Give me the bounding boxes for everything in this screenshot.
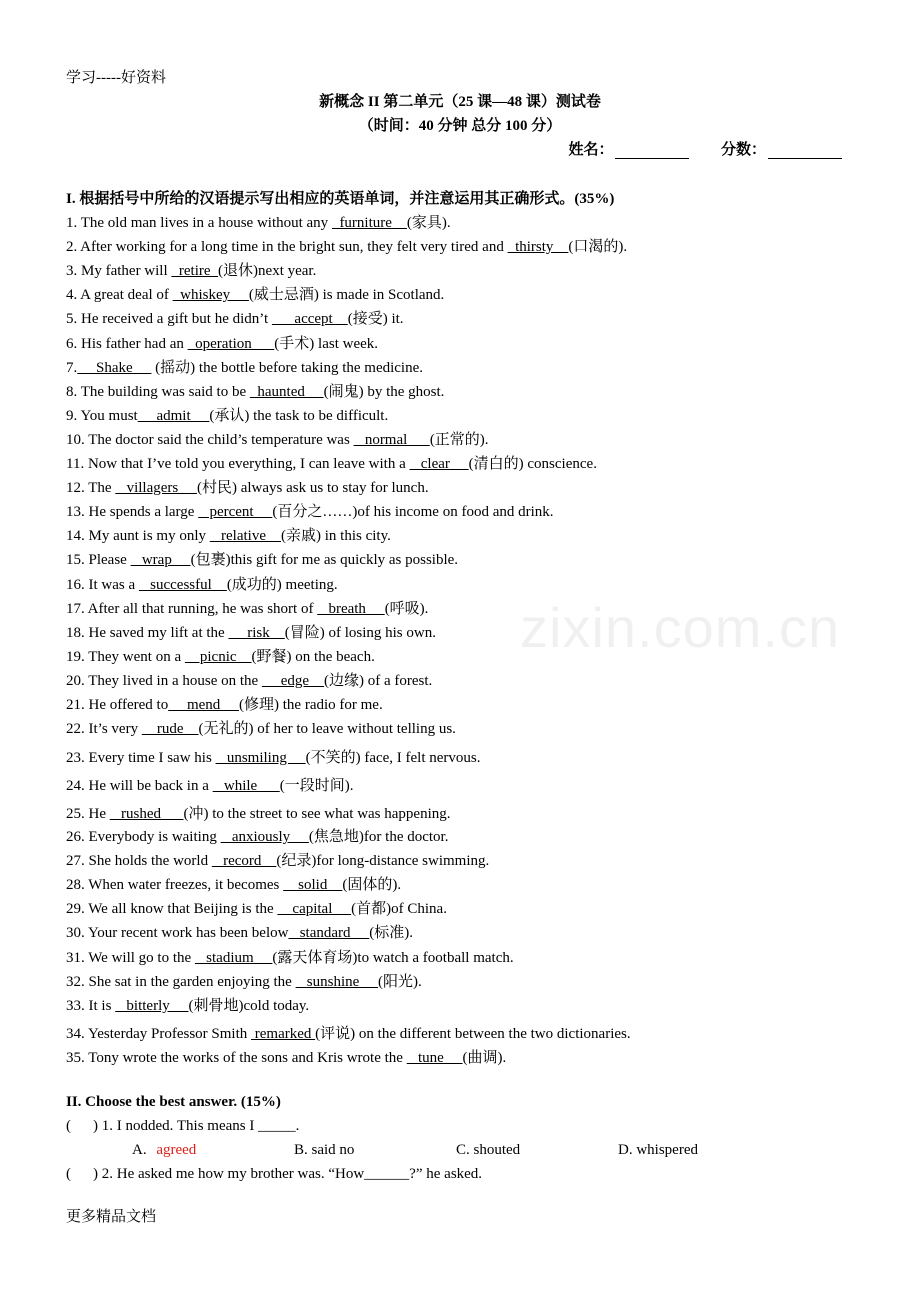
answer-blank[interactable]: normal xyxy=(353,432,430,448)
section-2-title: II. Choose the best answer. (15%) xyxy=(66,1094,281,1110)
question-hint: (刺骨地)cold today. xyxy=(188,998,310,1014)
question-line xyxy=(66,1046,506,1067)
question-line xyxy=(66,548,458,569)
question-line xyxy=(66,669,432,690)
question-hint: (闹鬼) by the ghost. xyxy=(323,384,445,400)
question-line xyxy=(66,500,554,521)
answer-blank[interactable]: while xyxy=(212,778,280,794)
question-line xyxy=(66,825,448,846)
question-hint: (家具). xyxy=(406,215,451,231)
question-text: 25. He xyxy=(66,806,110,822)
answer-blank[interactable]: rushed xyxy=(109,806,184,822)
answer-blank[interactable]: Shake xyxy=(77,360,152,376)
question-line xyxy=(66,849,489,870)
question-text: 26. Everybody is waiting xyxy=(66,829,221,845)
question-line xyxy=(66,946,514,967)
mc-question-text: 2. He asked me how my brother was. “How______?” he asked. xyxy=(101,1166,483,1182)
page-title: 新概念 II 第二单元（25 课—48 课）测试卷 xyxy=(319,94,601,110)
question-line xyxy=(66,428,489,449)
answer-blank[interactable]: remarked xyxy=(251,1026,316,1042)
question-text: 8. The building was said to be xyxy=(66,384,250,400)
choice-b[interactable]: B. said no xyxy=(294,1142,355,1158)
question-line xyxy=(66,873,401,894)
question-hint: (呼吸). xyxy=(384,601,429,617)
question-text: 4. A great deal of xyxy=(66,287,173,303)
question-hint: (纪录)for long-distance swimming. xyxy=(276,853,490,869)
question-hint: (阳光). xyxy=(378,974,422,990)
question-hint: (口渴的). xyxy=(568,239,628,255)
question-hint: (首都)of China. xyxy=(351,901,447,917)
score-label: 分数： xyxy=(720,142,766,158)
question-hint: (成功的) meeting. xyxy=(226,577,338,593)
mc-open-paren: ( xyxy=(66,1166,71,1182)
answer-blank[interactable]: unsmiling xyxy=(215,750,306,766)
choice-d[interactable]: D. whispered xyxy=(618,1142,698,1158)
question-text: 19. They went on a xyxy=(66,649,185,665)
question-text: 16. It was a xyxy=(66,577,139,593)
question-hint: (清白的) conscience. xyxy=(468,456,597,472)
question-line xyxy=(66,746,481,767)
mc-question-text: 1. I nodded. This means I _____. xyxy=(101,1118,300,1134)
question-text: 5. He received a gift but he didn’t xyxy=(66,311,272,327)
question-line xyxy=(66,1022,631,1043)
mc-question-1 xyxy=(66,1118,299,1135)
question-text: 10. The doctor said the child’s temperature was xyxy=(66,432,354,448)
mc-close-paren: ) xyxy=(93,1166,98,1182)
question-text: 3. My father will xyxy=(66,263,172,279)
question-text: 31. We will go to the xyxy=(66,950,195,966)
mc-question-2 xyxy=(66,1166,482,1183)
answer-blank[interactable]: sunshine xyxy=(295,974,379,990)
question-hint: (无礼的) of her to leave without telling us. xyxy=(198,721,456,737)
answer-blank[interactable]: tune xyxy=(406,1050,463,1066)
question-text: 9. You must xyxy=(66,408,138,424)
question-text: 21. He offered to xyxy=(66,697,169,713)
question-hint: (修理) the radio for me. xyxy=(239,697,383,713)
question-line xyxy=(66,307,404,328)
question-hint: (亲戚) in this city. xyxy=(281,528,391,544)
question-text: 28. When water freezes, it becomes xyxy=(66,877,284,893)
question-text: 13. He spends a large xyxy=(66,504,199,520)
answer-blank[interactable]: relative xyxy=(209,528,281,544)
question-text: 11. Now that I’ve told you everything, I can leave with a xyxy=(66,456,410,472)
question-line xyxy=(66,774,353,795)
question-text: 35. Tony wrote the works of the sons and Kris wrote the xyxy=(66,1050,407,1066)
question-text: 33. It is xyxy=(66,998,116,1014)
watermark: zixin.com.cn xyxy=(520,596,841,659)
question-line xyxy=(66,332,378,353)
question-hint: (标准). xyxy=(369,925,414,941)
answer-blank[interactable]: percent xyxy=(198,504,273,520)
footer-note: 更多精品文档 xyxy=(66,1209,157,1225)
question-hint: (焦急地)for the doctor. xyxy=(308,829,449,845)
answer-blank[interactable]: accept xyxy=(271,311,348,327)
header-note: 学习-----好资料 xyxy=(66,70,166,86)
question-hint: (承认) the task to be difficult. xyxy=(209,408,389,424)
question-line xyxy=(66,597,428,618)
answer-blank[interactable]: haunted xyxy=(249,384,324,400)
question-hint: (不笑的) face, I felt nervous. xyxy=(305,750,481,766)
question-line xyxy=(66,645,375,666)
answer-blank[interactable]: capital xyxy=(277,901,352,917)
name-score-line xyxy=(568,138,842,159)
question-line xyxy=(66,524,391,545)
answer-blank[interactable]: picnic xyxy=(184,649,252,665)
page-subtitle: （时间：40 分钟 总分 100 分） xyxy=(358,118,562,134)
answer-blank[interactable]: thirsty xyxy=(507,239,569,255)
question-hint: (村民) always ask us to stay for lunch. xyxy=(196,480,429,496)
question-text: 12. The xyxy=(66,480,116,496)
answer-blank[interactable]: solid xyxy=(283,877,343,893)
name-field[interactable] xyxy=(615,142,689,159)
answer-blank[interactable]: wrap xyxy=(130,552,191,568)
answer-blank[interactable]: furniture xyxy=(331,215,407,231)
question-text: 2. After working for a long time in the bright sun, they felt very tired and xyxy=(66,239,508,255)
question-line xyxy=(66,897,447,918)
question-line xyxy=(66,235,627,256)
question-hint: (手术) last week. xyxy=(274,336,379,352)
answer-blank[interactable]: anxiously xyxy=(220,829,309,845)
answer-blank[interactable]: villagers xyxy=(115,480,197,496)
question-hint: (曲调). xyxy=(462,1050,507,1066)
answer-blank[interactable]: standard xyxy=(288,925,370,941)
question-line xyxy=(66,970,422,991)
question-text: 1. The old man lives in a house without any xyxy=(66,215,332,231)
mc-open-paren: ( xyxy=(66,1118,71,1134)
question-hint: (固体的). xyxy=(342,877,402,893)
question-line xyxy=(66,380,444,401)
answer-blank[interactable]: successful xyxy=(138,577,227,593)
question-text: 18. He saved my lift at the xyxy=(66,625,229,641)
question-line xyxy=(66,259,316,280)
answer-blank[interactable]: edge xyxy=(261,673,325,689)
question-hint: (包裹)this gift for me as quickly as possible. xyxy=(190,552,459,568)
question-text: 6. His father had an xyxy=(66,336,188,352)
question-text: 20. They lived in a house on the xyxy=(66,673,262,689)
question-hint: (摇动) the bottle before taking the medicine. xyxy=(151,360,423,376)
question-text: 23. Every time I saw his xyxy=(66,750,216,766)
question-text: 32. She sat in the garden enjoying the xyxy=(66,974,296,990)
question-hint: (正常的). xyxy=(429,432,489,448)
question-text: 24. He will be back in a xyxy=(66,778,213,794)
score-field[interactable] xyxy=(768,142,842,159)
question-hint: (接受) it. xyxy=(347,311,404,327)
question-text: 14. My aunt is my only xyxy=(66,528,210,544)
question-hint: (冲) to the street to see what was happening. xyxy=(183,806,451,822)
question-hint: (退休)next year. xyxy=(218,263,317,279)
question-hint: (边缘) of a forest. xyxy=(324,673,433,689)
question-line xyxy=(66,994,309,1015)
question-line xyxy=(66,211,451,232)
question-line xyxy=(66,283,444,304)
question-hint: (露天体育场)to watch a football match. xyxy=(272,950,514,966)
question-hint: (冒险) of losing his own. xyxy=(284,625,436,641)
question-line xyxy=(66,573,338,594)
question-text: 15. Please xyxy=(66,552,131,568)
choice-a-text: agreed xyxy=(156,1142,197,1158)
name-label: 姓名： xyxy=(568,142,614,158)
answer-blank[interactable]: rude xyxy=(141,721,199,737)
answer-blank[interactable]: operation xyxy=(187,336,275,352)
question-hint: (一段时间). xyxy=(279,778,354,794)
section-1-title: I. 根据括号中所给的汉语提示写出相应的英语单词，并注意运用其正确形式。(35%) xyxy=(66,191,615,207)
answer-blank[interactable]: admit xyxy=(137,408,210,424)
question-text: 30. Your recent work has been below xyxy=(66,925,289,941)
question-hint: (百分之……)of his income on food and drink. xyxy=(272,504,554,520)
answer-blank[interactable]: risk xyxy=(228,625,285,641)
question-text: 22. It’s very xyxy=(66,721,142,737)
choice-c[interactable]: C. shouted xyxy=(456,1142,521,1158)
answer-blank[interactable]: whiskey xyxy=(172,287,249,303)
answer-blank[interactable]: breath xyxy=(317,601,385,617)
answer-blank[interactable]: record xyxy=(211,853,277,869)
question-line xyxy=(66,621,436,642)
question-text: 29. We all know that Beijing is the xyxy=(66,901,278,917)
answer-blank[interactable]: retire xyxy=(171,263,219,279)
question-line xyxy=(66,476,429,497)
answer-blank[interactable]: stadium xyxy=(194,950,273,966)
question-hint: (威士忌酒) is made in Scotland. xyxy=(248,287,445,303)
question-line xyxy=(66,452,597,473)
question-line xyxy=(66,921,413,942)
question-hint: (野餐) on the beach. xyxy=(251,649,375,665)
question-text: 17. After all that running, he was short of xyxy=(66,601,318,617)
question-line xyxy=(66,356,423,377)
choice-a-label: A. xyxy=(132,1142,147,1158)
question-line xyxy=(66,717,456,738)
question-line xyxy=(66,802,451,823)
answer-blank[interactable]: bitterly xyxy=(115,998,189,1014)
question-hint: (评说) on the different between the two dictionaries. xyxy=(315,1026,631,1042)
question-text: 27. She holds the world xyxy=(66,853,212,869)
mc-close-paren: ) xyxy=(93,1118,98,1134)
answer-blank[interactable]: clear xyxy=(409,456,469,472)
question-text: 34. Yesterday Professor Smith xyxy=(66,1026,252,1042)
question-line xyxy=(66,404,388,425)
choice-a[interactable] xyxy=(132,1142,196,1159)
answer-blank[interactable]: mend xyxy=(168,697,240,713)
question-text: 7. xyxy=(66,360,78,376)
question-line xyxy=(66,693,383,714)
